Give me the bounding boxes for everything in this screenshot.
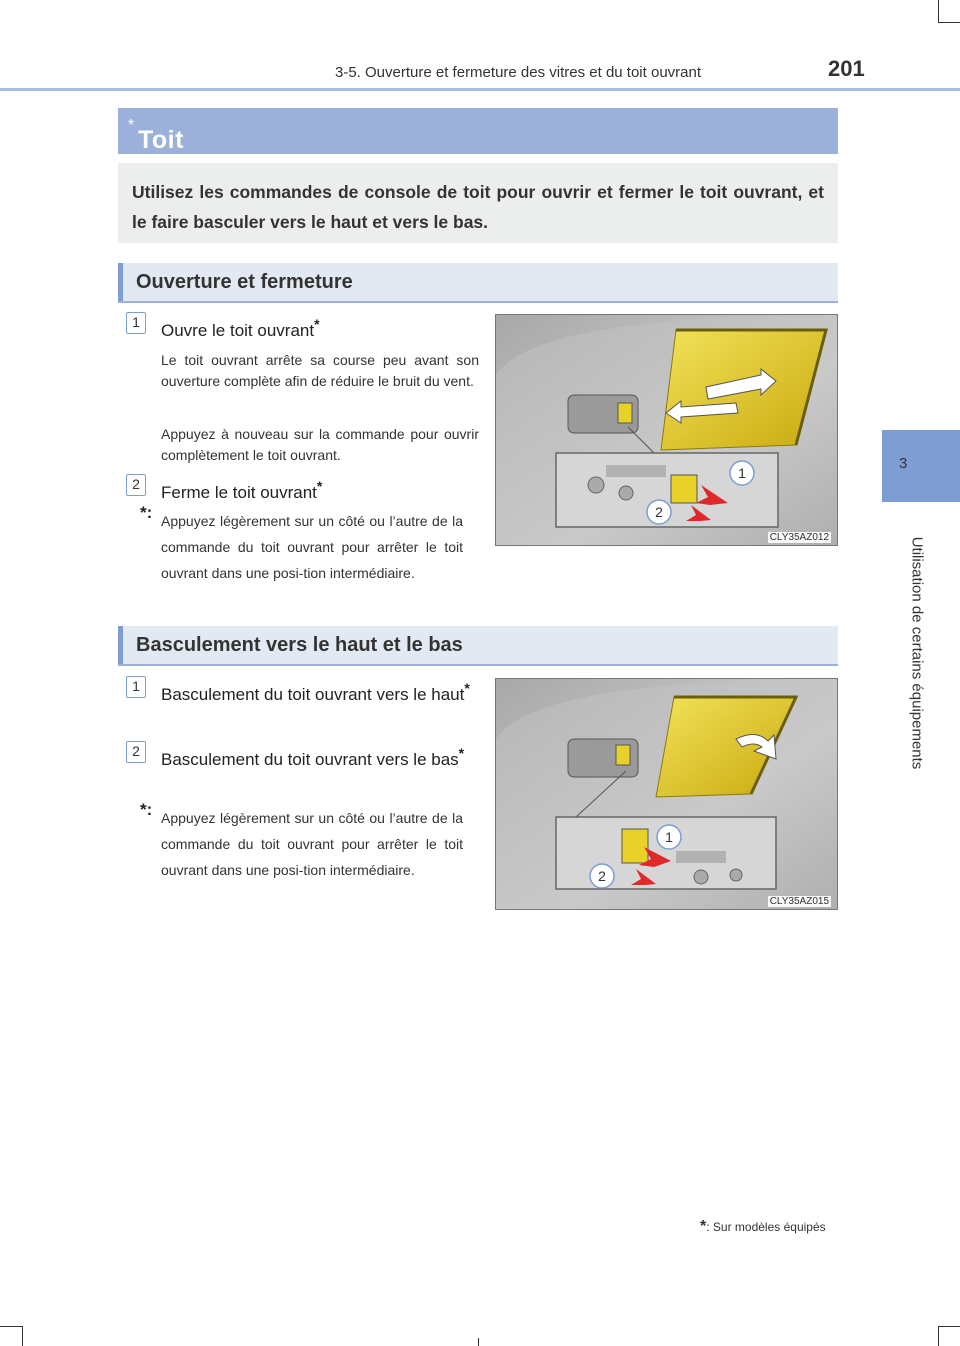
item-mark: * bbox=[458, 745, 465, 761]
header-rule bbox=[0, 88, 960, 91]
item-badge: 2 bbox=[126, 474, 146, 496]
chapter-label-text: Utilisation de certains équipements bbox=[908, 536, 926, 769]
note-text: Appuyez légèrement sur un côté ou l’autre de la commande du toit ouvrant pour arrêter le toit ouvrant dans une posi-tion intermédiaire. bbox=[161, 513, 463, 581]
intro-box: Utilisez les commandes de console de toit pour ouvrir et fermer le toit ouvrant, et le faire basculer vers le haut et vers le bas. bbox=[118, 163, 838, 243]
crop-mark bbox=[938, 22, 960, 23]
item-para: Appuyez à nouveau sur la commande pour ouvrir complètement le toit ouvrant. bbox=[161, 426, 479, 463]
figure-code: CLY35AZ012 bbox=[769, 532, 829, 543]
footnote-mark: * bbox=[700, 1218, 707, 1235]
item-mark: * bbox=[314, 316, 320, 332]
item-title-open bbox=[161, 311, 479, 344]
item-title-text: Basculement du toit ouvrant vers le haut bbox=[161, 685, 465, 704]
footnote-text: : Sur modèles équipés bbox=[706, 1220, 826, 1234]
page-number: 201 bbox=[828, 56, 865, 81]
section-heading-opening bbox=[118, 263, 838, 303]
figure-illustration bbox=[496, 315, 838, 546]
crop-mark bbox=[938, 1326, 939, 1346]
figure-open-close bbox=[495, 314, 838, 546]
item-badge: 1 bbox=[126, 312, 146, 334]
title-mark: * bbox=[128, 117, 135, 134]
item-mark: * bbox=[464, 680, 470, 696]
title-text: Toit bbox=[138, 126, 184, 154]
item-title-text: Ouvre le toit ouvrant bbox=[161, 321, 315, 340]
figure-callout: 1 bbox=[665, 829, 673, 845]
figure-illustration bbox=[496, 679, 838, 910]
figure-callout: 1 bbox=[738, 465, 746, 481]
item-title-tilt-up bbox=[161, 675, 479, 708]
page-title-text bbox=[128, 117, 184, 154]
running-head: 3-5. Ouverture et fermeture des vitres et du toit ouvrant bbox=[335, 64, 702, 81]
chapter-tab bbox=[882, 430, 960, 502]
page-title bbox=[118, 108, 838, 154]
item-badge: 2 bbox=[126, 741, 146, 763]
note-mark: *: bbox=[140, 503, 153, 522]
item-badge: 1 bbox=[126, 676, 146, 698]
item-title-text: Basculement du toit ouvrant vers le bas bbox=[161, 750, 459, 769]
figure-code: CLY35AZ015 bbox=[769, 896, 829, 907]
section-heading-text: Ouverture et fermeture bbox=[136, 271, 353, 293]
section-heading-text: Basculement vers le haut et le bas bbox=[136, 634, 463, 656]
figure-callout: 2 bbox=[598, 868, 606, 884]
item-title-text: Ferme le toit ouvrant bbox=[161, 483, 317, 502]
item-title-close bbox=[161, 473, 479, 506]
item-mark: * bbox=[316, 478, 323, 494]
section-heading-tilt bbox=[118, 626, 838, 666]
figure-tilt bbox=[495, 678, 838, 910]
crop-mark bbox=[938, 1326, 960, 1327]
crop-mark bbox=[0, 1326, 22, 1327]
note-mark: *: bbox=[140, 800, 153, 819]
note-text: Appuyez légèrement sur un côté ou l’autre de la commande du toit ouvrant pour arrêter le toit ouvrant dans une posi-tion intermédiaire. bbox=[161, 810, 463, 878]
figure-callout: 2 bbox=[655, 504, 663, 520]
item-title-tilt-down bbox=[161, 740, 479, 773]
item-para: Le toit ouvrant arrête sa course peu avant son ouverture complète afin de réduire le bruit du vent. bbox=[161, 352, 479, 389]
crop-mark bbox=[938, 0, 939, 22]
chapter-number: 3 bbox=[899, 455, 908, 472]
crop-mark bbox=[478, 1338, 479, 1346]
crop-mark bbox=[22, 1326, 23, 1346]
footnote bbox=[700, 1218, 826, 1236]
chapter-label bbox=[907, 520, 927, 785]
